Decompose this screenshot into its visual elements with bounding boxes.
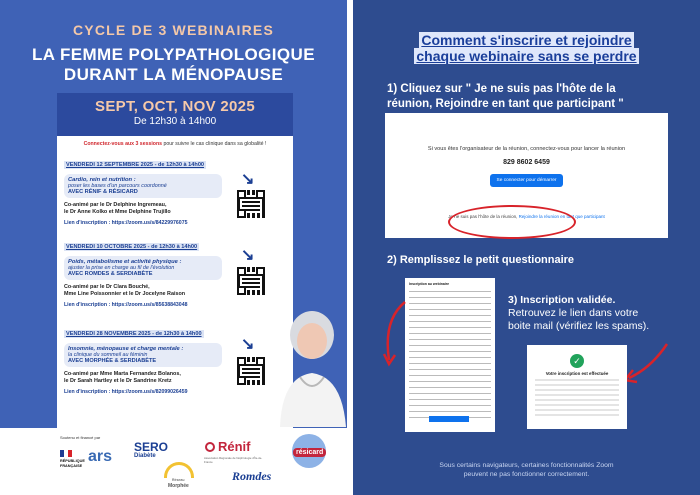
note-line-1: Sous certains navigateurs, certaines fonctionnalités Zoom	[439, 462, 614, 469]
session-subtitle: ajuster la prise en charge au fil de l'évolution	[68, 265, 175, 271]
session-link[interactable]: Lien d'inscription : https://zoom.us/s/84229976075	[64, 220, 188, 226]
session-topic: Cardio, rein et nutrition :	[68, 177, 136, 183]
headline-line-2: chaque webinaire sans se perdre	[416, 48, 637, 64]
morphee-arc-icon	[164, 462, 194, 478]
sero-logo: SERO	[134, 440, 169, 454]
success-check-icon: ✓	[570, 354, 584, 368]
headline-line-1: Comment s'inscrire et rejoindre	[421, 32, 632, 48]
step-3-line-1: Retrouvez le lien dans votre	[508, 307, 639, 319]
hours-text: De 12h30 à 14h00	[133, 116, 217, 127]
romdes-logo: Romdes	[232, 469, 272, 483]
qr-code-icon[interactable]	[237, 190, 265, 218]
arrow-down-icon: ↘	[241, 336, 255, 353]
step-2-text: 2) Remplissez le petit questionnaire	[387, 254, 575, 266]
session-subtitle: la clinique du sommeil au féminin	[68, 352, 148, 358]
questionnaire-screenshot	[405, 278, 495, 432]
session-link[interactable]: Lien d'inscription : https://zoom.us/s/82099026459	[64, 389, 188, 395]
partner-logos	[0, 428, 347, 495]
qr-code-icon[interactable]	[237, 357, 265, 385]
session-orgs: AVEC RÉNIF & RÉSICARD	[68, 189, 138, 195]
webinar-poster	[0, 0, 347, 495]
session-orgs: AVEC MORPHÉE & SERDIABÈTE	[68, 358, 157, 364]
renif-subtitle: Association Régionale de Néphrologie d'Île-de-France	[204, 456, 263, 464]
program-card	[57, 93, 293, 428]
guide-headline	[353, 32, 700, 64]
morphee-logo: Morphée	[168, 483, 189, 489]
french-flag-icon	[60, 450, 72, 457]
session-topic-box	[64, 174, 222, 198]
session-orgs: AVEC ROMDES & SERDIABÈTE	[68, 271, 153, 277]
form-title: Inscription au webinaire	[409, 282, 450, 286]
session-date: VENDREDI 28 NOVEMBRE 2025 - de 12h30 à 14h00	[66, 331, 202, 337]
support-label: Soutenu et financé par	[60, 435, 101, 440]
host-signin-button[interactable]: Se connecter pour démarrer	[490, 174, 563, 187]
coanimators-line-2: le Dr Anne Kolko et Mme Delphine Trujillo	[64, 209, 171, 215]
intro-highlight: Connectez-vous aux 3 sessions	[83, 141, 163, 147]
coanimators-line-2: Mme Line Poissonnier et le Dr Jocelyne Raison	[64, 291, 186, 297]
cycle-label: CYCLE DE 3 WEBINAIRES	[73, 22, 274, 38]
republique-logo	[60, 459, 85, 468]
step-3-text	[508, 294, 649, 333]
title-line-1: LA FEMME POLYPATHOLOGIQUE	[32, 45, 315, 64]
session-subtitle: poser les bases d'un parcours coordonné	[68, 183, 167, 189]
qr-code-icon[interactable]	[237, 267, 265, 295]
confirmation-screenshot	[527, 345, 627, 429]
browser-note	[353, 461, 700, 479]
session-link[interactable]: Lien d'inscription : https://zoom.us/s/85638843048	[64, 302, 188, 308]
intro-rest: pour suivre le cas clinique dans sa globalité !	[162, 141, 267, 147]
step-3-line-2: boite mail (vérifiez les spams).	[508, 320, 650, 332]
poster-title	[0, 45, 347, 85]
card-header	[57, 93, 293, 136]
reseau-label: Réseau	[172, 478, 185, 482]
session-topic: Poids, métabolisme et activité physique :	[68, 259, 182, 265]
session-topic-box	[64, 256, 222, 280]
arrow-down-icon: ↘	[241, 247, 255, 264]
not-host-text: Je ne suis pas l'hôte de la réunion,	[448, 214, 519, 219]
republique-line-2: FRANÇAISE	[60, 463, 83, 468]
diabete-label: Diabète	[134, 453, 156, 459]
red-curved-arrow-icon	[383, 300, 413, 370]
session-topic-box	[64, 343, 222, 367]
zoom-host-question: Si vous êtes l'organisateur de la réunion, connectez-vous pour lancer la réunion	[427, 146, 626, 152]
speaker-portrait	[270, 295, 352, 427]
coanimators-line-2: le Dr Sarah Hartley et le Dr Sandrine Kretz	[64, 378, 172, 384]
join-as-participant-link[interactable]: Rejoindre la réunion en tant que participant	[518, 214, 605, 219]
highlight-circle	[448, 205, 576, 239]
registration-guide	[353, 0, 700, 495]
red-arrow-icon	[621, 340, 671, 385]
note-line-2: peuvent ne pas fonctionner correctement.	[463, 471, 590, 478]
session-date: VENDREDI 10 OCTOBRE 2025 - de 12h30 à 14h00	[66, 244, 198, 250]
coanimators-line-1: Co-animé par le Dr Delphine Ingremeau,	[64, 202, 167, 208]
republique-line-1: RÉPUBLIQUE	[60, 459, 85, 463]
arrow-down-icon: ↘	[241, 171, 255, 188]
step-1-line-1: 1) Cliquez sur " Je ne suis pas l'hôte de la	[387, 83, 616, 95]
step-3-title: 3) Inscription validée.	[508, 294, 616, 306]
ars-logo: ars	[88, 448, 113, 465]
step-1-line-2: réunion, Rejoindre en tant que participant "	[387, 98, 624, 110]
session-date: VENDREDI 12 SEPTEMBRE 2025 - de 12h30 à 14h00	[66, 162, 205, 168]
dates-heading: SEPT, OCT, NOV 2025	[95, 98, 255, 115]
meeting-number: 829 8602 6459	[503, 159, 550, 166]
step-1-text	[387, 82, 624, 112]
session-topic: Insomnie, ménopause et charge mentale :	[68, 346, 184, 352]
coanimators-line-1: Co-animé par Mme Marta Fernandez Bolanos,	[64, 371, 181, 377]
renif-logo: Rénif	[218, 439, 251, 454]
coanimators-line-1: Co-animé par le Dr Clara Bouché,	[64, 284, 150, 290]
intro-text	[61, 141, 289, 147]
title-line-2: DURANT LA MÉNOPAUSE	[63, 65, 284, 84]
resicard-logo: résicard	[293, 448, 326, 457]
renif-circle-icon	[205, 442, 215, 452]
confirmation-title: Votre inscription est effectuée	[545, 371, 609, 376]
form-submit-button[interactable]	[429, 416, 469, 422]
